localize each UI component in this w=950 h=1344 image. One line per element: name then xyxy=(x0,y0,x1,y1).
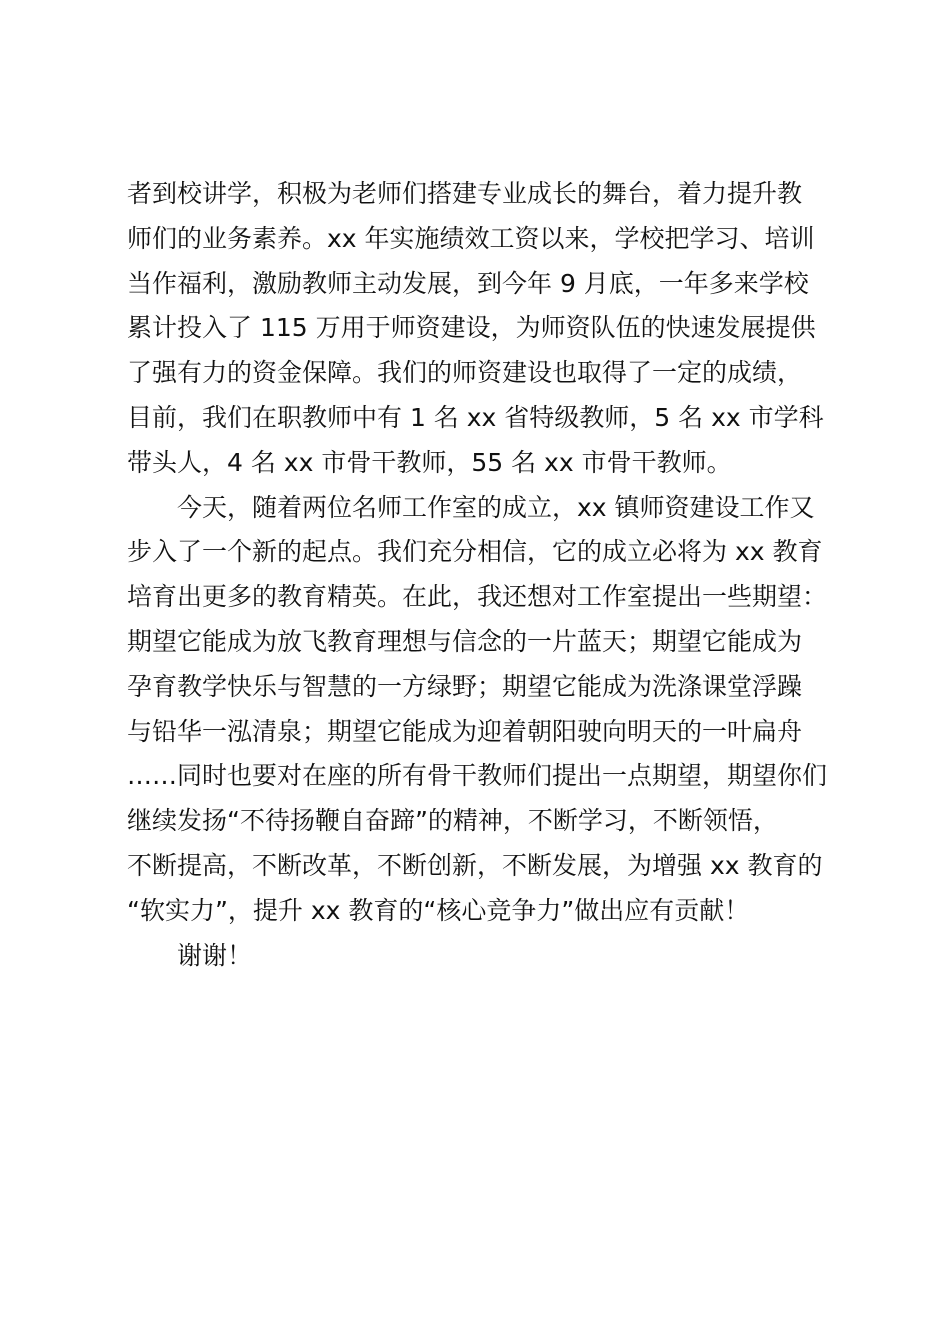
paragraph xyxy=(127,172,847,486)
paragraph xyxy=(127,486,847,934)
text-line: 继续发扬“不待扬鞭自奋蹄”的精神，不断学习，不断领悟， xyxy=(127,806,778,836)
text-line: 不断提高，不断改革，不断创新，不断发展，为增强 xx 教育的 xyxy=(127,850,823,880)
text-line: 孕育教学快乐与智慧的一方绿野；期望它能成为洗涤课堂浮躁 xyxy=(127,671,803,701)
text-line: 谢谢！ xyxy=(127,940,253,970)
text-line: 步入了一个新的起点。我们充分相信，它的成立必将为 xx 教育 xyxy=(127,537,823,567)
text-line: ……同时也要对在座的所有骨干教师们提出一点期望，期望你们 xyxy=(127,761,828,791)
text-line: 当作福利，激励教师主动发展，到今年 9 月底，一年多来学校 xyxy=(127,268,809,298)
text-line: 带头人，4 名 xx 市骨干教师，55 名 xx 市骨干教师。 xyxy=(127,447,732,477)
text-line: 与铅华一泓清泉；期望它能成为迎着朝阳驶向明天的一叶扁舟 xyxy=(127,716,803,746)
closing-paragraph xyxy=(127,934,847,979)
text-line: 师们的业务素养。xx 年实施绩效工资以来，学校把学习、培训 xyxy=(127,223,815,253)
text-line: 累计投入了 115 万用于师资建设，为师资队伍的快速发展提供 xyxy=(127,313,816,343)
text-line: 了强有力的资金保障。我们的师资建设也取得了一定的成绩， xyxy=(127,358,803,388)
text-line: 今天，随着两位名师工作室的成立，xx 镇师资建设工作又 xyxy=(127,492,815,522)
text-line: “软实力”，提升 xx 教育的“核心竞争力”做出应有贡献！ xyxy=(127,895,750,925)
text-line: 期望它能成为放飞教育理想与信念的一片蓝天；期望它能成为 xyxy=(127,626,803,656)
text-line: 者到校讲学，积极为老师们搭建专业成长的舞台，着力提升教 xyxy=(127,179,803,208)
text-line: 目前，我们在职教师中有 1 名 xx 省特级教师，5 名 xx 市学科 xyxy=(127,402,824,432)
body-text xyxy=(127,172,847,978)
text-line: 培育出更多的教育精英。在此，我还想对工作室提出一些期望： xyxy=(127,582,828,612)
